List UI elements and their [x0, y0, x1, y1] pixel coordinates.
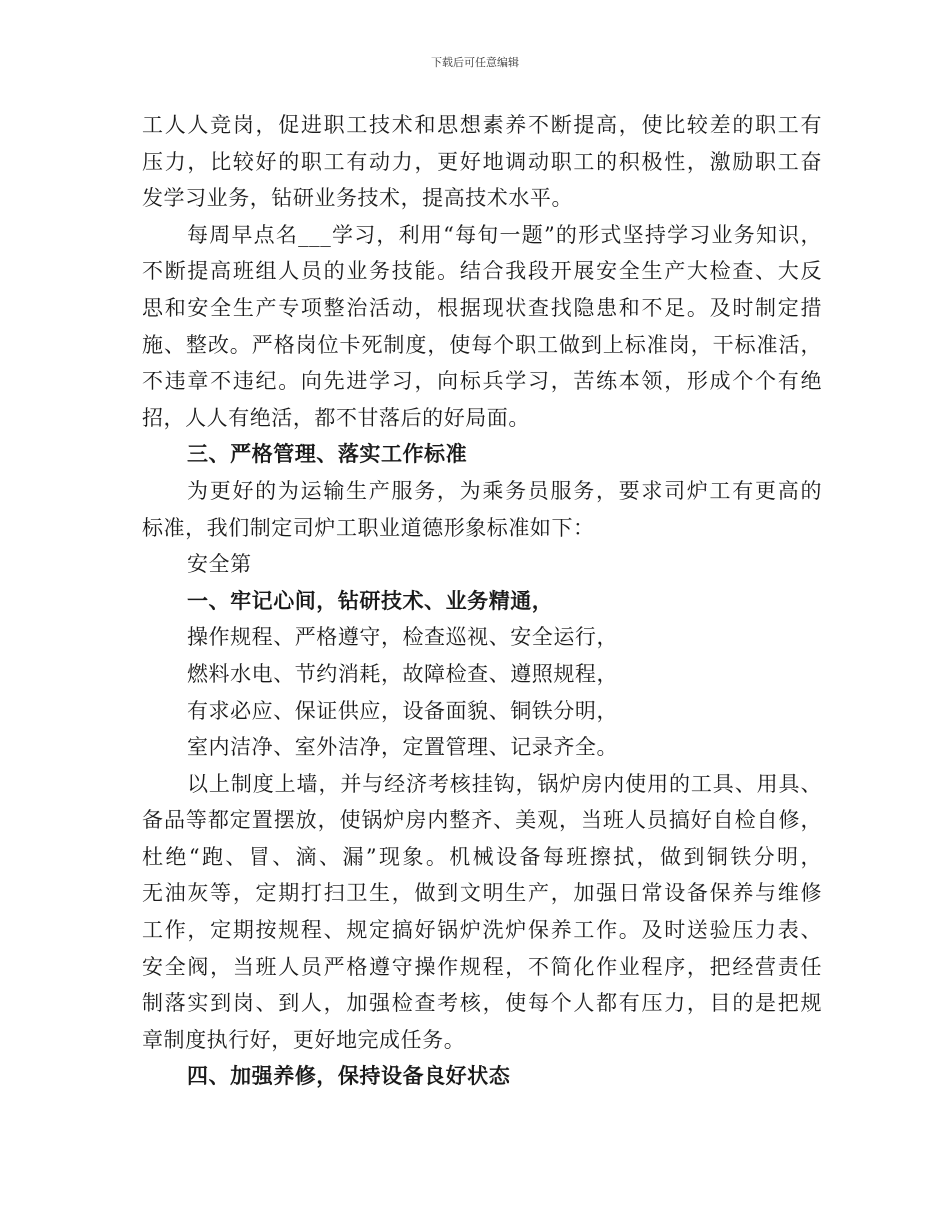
body-line: 思和安全生产专项整治活动，根据现状查找隐患和不足。及时制定措: [142, 295, 822, 320]
body-line: 发学习业务，钻研业务技术，提高技术水平。: [142, 186, 573, 211]
body-line: 不断提高班组人员的业务技能。结合我段开展安全生产大检查、大反: [142, 259, 822, 284]
body-line: 为更好的为运输生产服务，为乘务员服务，要求司炉工有更高的: [187, 478, 822, 503]
document-body: [142, 107, 822, 1095]
section-heading: 四、加强养修，保持设备良好状态: [187, 1063, 511, 1089]
standard-line: 有求必应、保证供应，设备面貌、铜铁分明，: [187, 698, 618, 723]
section-heading: 三、严格管理、落实工作标准: [187, 441, 468, 467]
body-line: 无油灰等，定期打扫卫生，做到文明生产，加强日常设备保养与维修: [142, 881, 822, 906]
standard-line: 操作规程、严格遵守，检查巡视、安全运行，: [187, 625, 618, 650]
body-line: 压力，比较好的职工有动力，更好地调动职工的积极性，激励职工奋: [142, 149, 822, 174]
body-line: 安全第: [187, 552, 252, 577]
body-line: 章制度执行好，更好地完成任务。: [142, 1027, 466, 1052]
standard-line: 室内洁净、室外洁净，定置管理、记录齐全。: [187, 735, 618, 760]
body-line: 以上制度上墙，并与经济考核挂钩，锅炉房内使用的工具、用具、: [187, 771, 822, 796]
body-line: 招，人人有绝活，都不甘落后的好局面。: [142, 405, 530, 430]
body-line: 工人人竞岗，促进职工技术和思想素养不断提高，使比较差的职工有: [142, 113, 822, 137]
standard-line: 燃料水电、节约消耗，故障检查、遵照规程，: [187, 661, 618, 686]
body-line: 工作，定期按规程、规定搞好锅炉洗炉保养工作。及时送验压力表、: [142, 918, 822, 943]
body-line: 每周早点名___学习，利用“每旬一题”的形式坚持学习业务知识，: [187, 222, 822, 247]
body-line: 不违章不违纪。向先进学习，向标兵学习，苦练本领，形成个个有绝: [142, 369, 822, 394]
page-header: 下载后可任意编辑: [431, 56, 519, 69]
body-line: 安全阀，当班人员严格遵守操作规程，不简化作业程序，把经营责任: [142, 954, 822, 979]
body-line: 制落实到岗、到人，加强检查考核，使每个人都有压力，目的是把规: [142, 991, 822, 1016]
body-line: 标准，我们制定司炉工职业道德形象标准如下：: [142, 515, 595, 540]
body-line: 杜绝“跑、冒、滴、漏”现象。机械设备每班擦拭，做到铜铁分明，: [142, 844, 822, 869]
section-heading: 一、牢记心间，钻研技术、业务精通，: [187, 587, 554, 613]
body-line: 备品等都定置摆放，使锅炉房内整齐、美观，当班人员搞好自检自修，: [142, 808, 822, 833]
body-line: 施、整改。严格岗位卡死制度，使每个职工做到上标准岗，干标准活，: [142, 332, 822, 357]
